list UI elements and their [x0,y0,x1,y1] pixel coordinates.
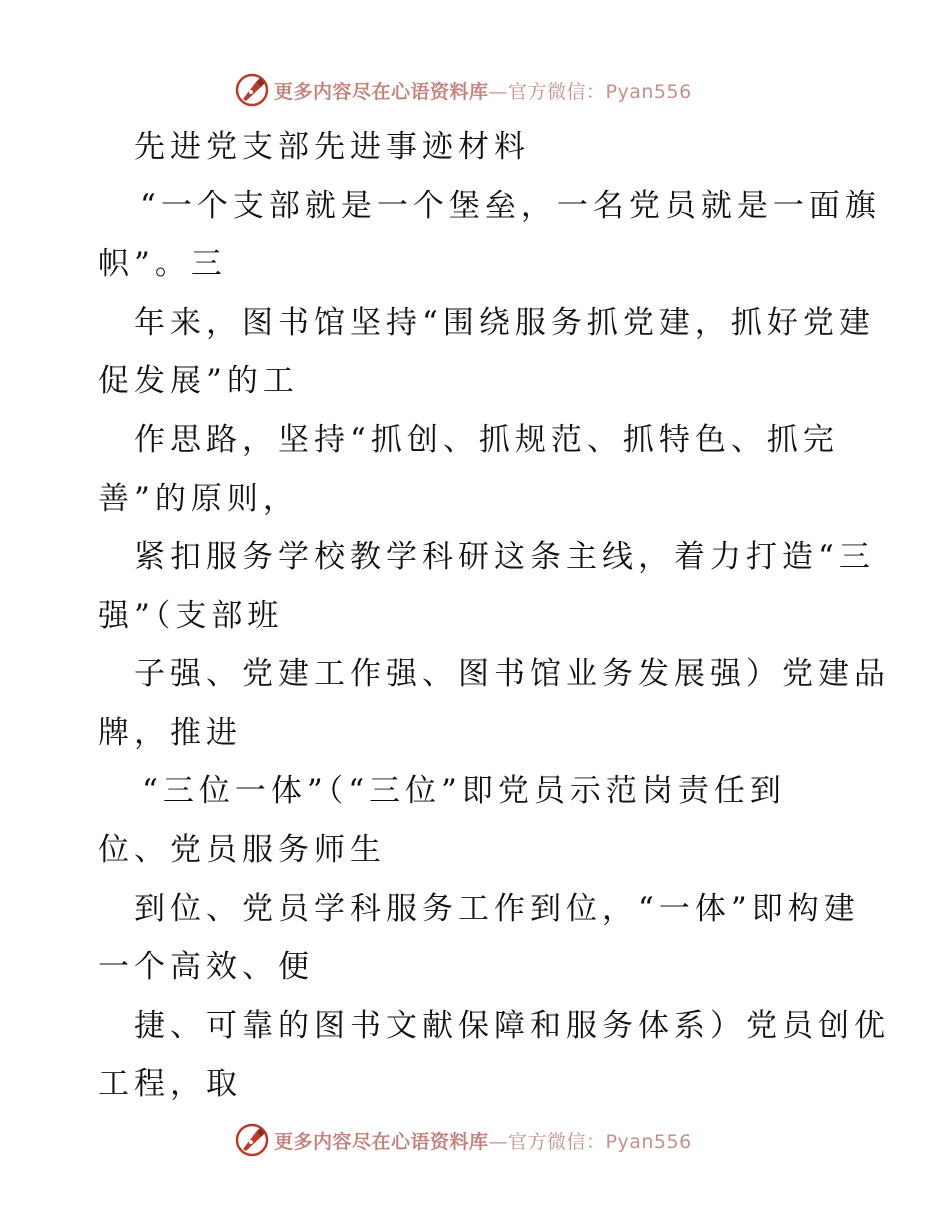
pen-nib-logo-icon [234,72,270,108]
watermark-separator: — [488,80,509,103]
pen-nib-logo-icon [234,1122,270,1158]
doc-line: 紧扣服务学校教学科研这条主线，着力打造“三 [134,539,875,575]
watermark-contact: 官方微信：Pyan556 [508,80,692,103]
watermark-separator: — [488,1130,509,1153]
watermark-brand: 更多内容尽在心语资料库 [274,1130,489,1153]
doc-line: “一个支部就是一个堡垒，一名党员就是一面旗 [140,188,881,224]
doc-line: 一个高效、便 [98,949,314,985]
watermark-brand: 更多内容尽在心语资料库 [274,80,489,103]
doc-line: 强”（支部班 [98,598,284,634]
watermark-text [274,77,692,104]
doc-line: 捷、可靠的图书文献保障和服务体系）党员创优 [134,1008,890,1044]
watermark-footer [234,1122,692,1158]
doc-line: 牌，推进 [98,715,242,751]
watermark-header [234,72,692,108]
doc-line: 作思路，坚持“抓创、抓规范、抓特色、抓完 [134,422,839,458]
doc-line: 年来，图书馆坚持“围绕服务抓党建，抓好党建 [134,305,875,341]
watermark-contact: 官方微信：Pyan556 [508,1130,692,1153]
doc-line: 位、党员服务师生 [98,832,386,868]
doc-line: 子强、党建工作强、图书馆业务发展强）党建品 [134,656,890,692]
doc-title: 先进党支部先进事迹材料 [134,129,530,165]
doc-line: 帜”。三 [98,246,227,282]
doc-line: 工程，取 [98,1066,242,1102]
doc-line: 善”的原则， [98,481,299,517]
doc-line: “三位一体”（“三位”即党员示范岗责任到 [142,773,786,809]
watermark-text [274,1127,692,1154]
doc-line: 到位、党员学科服务工作到位，“一体”即构建 [134,891,860,927]
doc-line: 促发展”的工 [98,363,299,399]
